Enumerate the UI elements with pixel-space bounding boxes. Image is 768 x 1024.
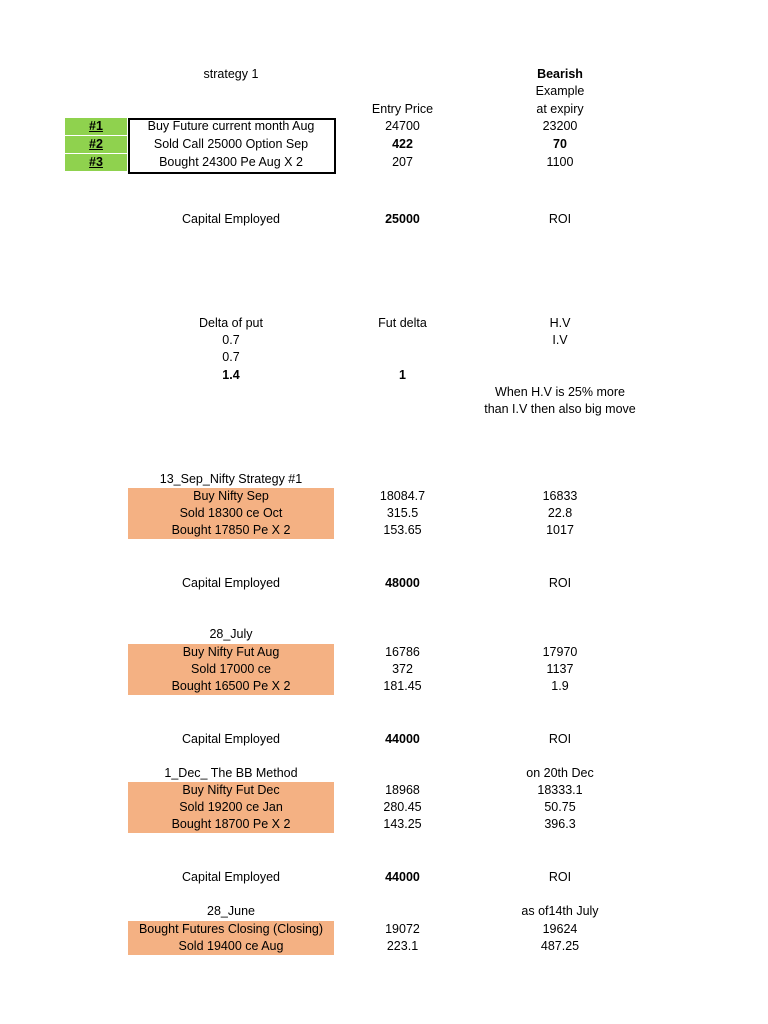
row-number-3: #3 [65, 154, 127, 171]
roi-label: ROI [548, 576, 572, 590]
june28-row-label: Sold 19400 ce Aug [128, 938, 334, 955]
capital-employed-value: 44000 [385, 732, 420, 746]
sep13-row-entry: 153.65 [383, 523, 422, 537]
capital-employed-label: Capital Employed [182, 870, 280, 884]
at-expiry-header: at expiry [536, 102, 584, 116]
sep13-row-label: Buy Nifty Sep [128, 488, 334, 505]
june28-row-expiry: 19624 [542, 922, 578, 936]
dec1-row-label: Buy Nifty Fut Dec [128, 782, 334, 799]
july28-title: 28_July [209, 627, 253, 641]
dec1-row-entry: 280.45 [383, 800, 422, 814]
july28-row-entry: 16786 [385, 645, 420, 659]
dec1-row-label: Bought 18700 Pe X 2 [128, 816, 334, 833]
capital-employed-value: 25000 [385, 212, 420, 226]
strategy1-row-label: Bought 24300 Pe Aug X 2 [159, 155, 303, 169]
dec1-row-label: Sold 19200 ce Jan [128, 799, 334, 816]
bearish-label: Bearish [537, 67, 583, 81]
row-number-1: #1 [65, 118, 127, 135]
july28-row-expiry: 1137 [546, 662, 574, 676]
strategy1-row-expiry: 23200 [542, 119, 578, 133]
entry-price-header: Entry Price [371, 102, 434, 116]
sep13-row-expiry: 1017 [546, 523, 574, 537]
delta-put-value: 0.7 [222, 350, 240, 364]
roi-label: ROI [548, 732, 572, 746]
strategy1-row-expiry: 70 [553, 137, 567, 151]
dec1-row-expiry: 396.3 [544, 817, 576, 831]
roi-label: ROI [548, 870, 572, 884]
july28-row-label: Sold 17000 ce [128, 661, 334, 678]
strategy1-row-label: Sold Call 25000 Option Sep [153, 137, 309, 151]
strategy1-row-label: Buy Future current month Aug [147, 119, 315, 133]
hv-label: H.V [549, 316, 571, 330]
fut-delta-header: Fut delta [378, 316, 427, 330]
june28-row-entry: 223.1 [386, 939, 419, 953]
june28-title: 28_June [207, 904, 255, 918]
volatility-note-line2: than I.V then also big move [484, 402, 636, 416]
fut-delta-total: 1 [399, 368, 406, 382]
capital-employed-label: Capital Employed [182, 212, 280, 226]
july28-row-expiry: 1.9 [551, 679, 569, 693]
sep13-row-entry: 315.5 [386, 506, 419, 520]
row-number-2: #2 [65, 136, 127, 153]
sep13-row-expiry: 16833 [542, 489, 578, 503]
sep13-row-entry: 18084.7 [379, 489, 426, 503]
july28-row-label: Buy Nifty Fut Aug [128, 644, 334, 661]
capital-employed-value: 48000 [385, 576, 420, 590]
sep13-title: 13_Sep_Nifty Strategy #1 [159, 472, 303, 486]
strategy1-row-entry: 24700 [385, 119, 420, 133]
delta-put-value: 0.7 [222, 333, 240, 347]
sep13-row-label: Sold 18300 ce Oct [128, 505, 334, 522]
iv-label: I.V [552, 333, 568, 347]
strategy1-row-expiry: 1100 [546, 155, 574, 169]
july28-row-label: Bought 16500 Pe X 2 [128, 678, 334, 695]
dec1-row-entry: 143.25 [383, 817, 422, 831]
capital-employed-label: Capital Employed [182, 576, 280, 590]
capital-employed-label: Capital Employed [182, 732, 280, 746]
delta-put-header: Delta of put [199, 316, 263, 330]
sep13-row-label: Bought 17850 Pe X 2 [128, 522, 334, 539]
july28-row-entry: 181.45 [383, 679, 422, 693]
strategy1-title: strategy 1 [203, 67, 259, 81]
roi-label: ROI [548, 212, 572, 226]
dec1-title: 1_Dec_ The BB Method [164, 766, 298, 780]
sep13-row-expiry: 22.8 [547, 506, 573, 520]
dec1-date-note: on 20th Dec [526, 766, 594, 780]
example-label: Example [535, 84, 585, 98]
june28-row-expiry: 487.25 [540, 939, 580, 953]
strategy1-row-entry: 422 [392, 137, 413, 151]
june28-date-note: as of14th July [521, 904, 599, 918]
dec1-row-expiry: 18333.1 [537, 783, 583, 797]
capital-employed-value: 44000 [385, 870, 420, 884]
dec1-row-expiry: 50.75 [544, 800, 576, 814]
june28-row-entry: 19072 [385, 922, 420, 936]
july28-row-expiry: 17970 [542, 645, 578, 659]
volatility-note-line1: When H.V is 25% more [495, 385, 625, 399]
june28-row-label: Bought Futures Closing (Closing) [128, 921, 334, 938]
strategy1-row-entry: 207 [392, 155, 413, 169]
dec1-row-entry: 18968 [385, 783, 420, 797]
delta-put-total: 1.4 [222, 368, 240, 382]
july28-row-entry: 372 [392, 662, 413, 676]
